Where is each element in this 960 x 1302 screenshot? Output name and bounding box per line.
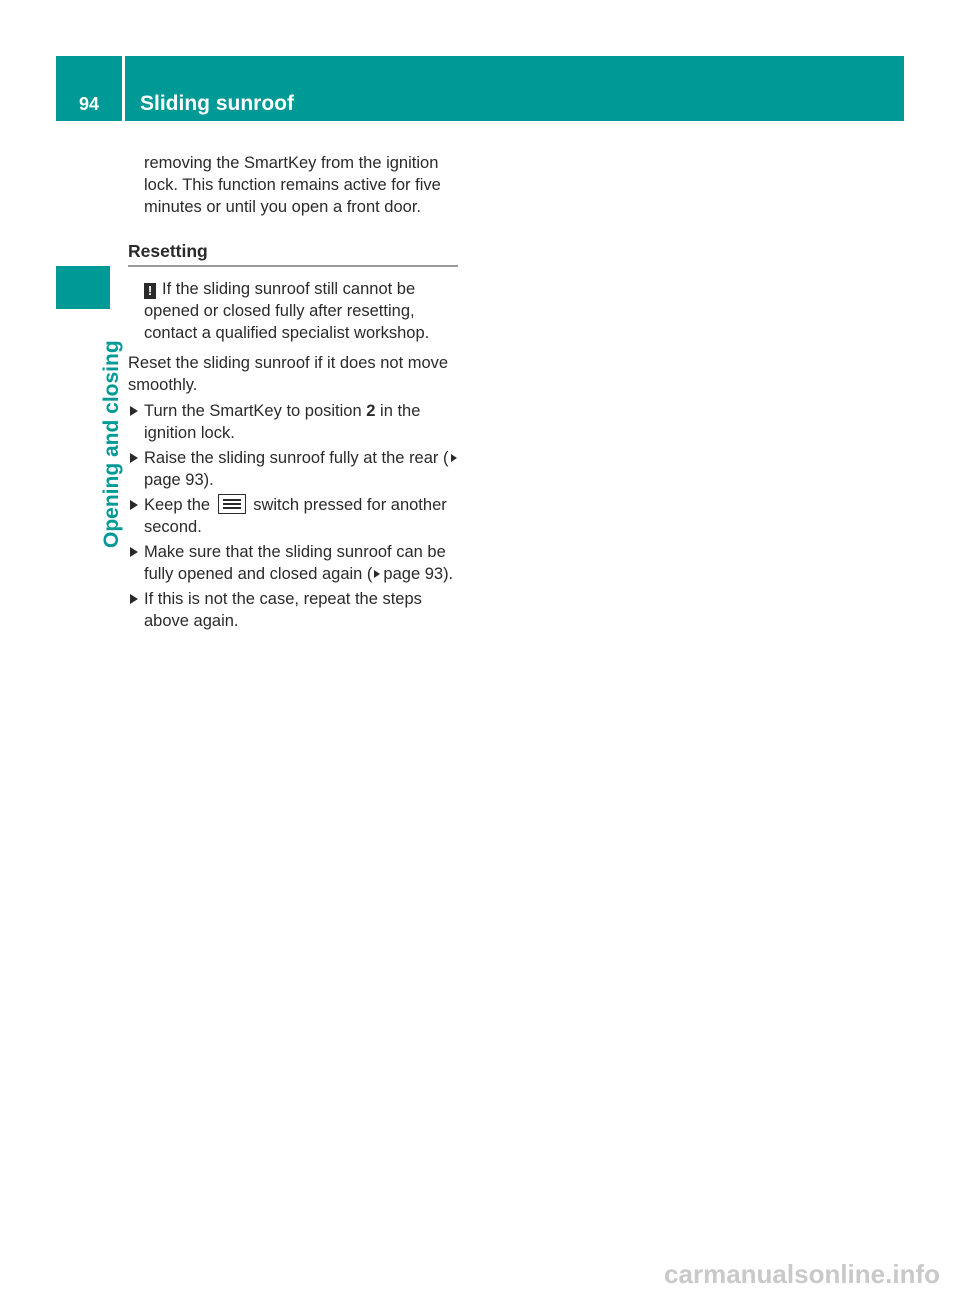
step-item [128,541,464,585]
step-arrow-icon [130,594,138,604]
sunroof-switch-icon [218,494,246,514]
warning-icon: ! [144,283,156,299]
page-number-box [56,56,125,121]
page-number: 94 [78,94,100,114]
page-reference: page 93). [144,471,214,489]
step-arrow-icon [130,453,138,463]
intro-paragraph: removing the SmartKey from the ignition lock. This function remains active for five minutes or until you open a front door. [144,154,441,216]
resetting-paragraph: Reset the sliding sunroof if it does not move smoothly. [128,354,449,394]
resetting-heading: Resetting [128,240,458,267]
chapter-label: Opening and closing [100,340,123,548]
page-reference: page 93). [383,565,454,583]
page-reference-icon [451,454,457,462]
page-header [56,56,904,121]
step-item [128,494,464,538]
step-text: in the ignition lock. [144,402,421,442]
section-title: Sliding sunroof [140,92,294,115]
step-text: Keep the [144,496,215,514]
step-text: switch pressed for another second. [144,496,447,536]
warning-note [128,278,464,344]
page-reference-icon [374,570,380,578]
step-text: Turn the SmartKey to position [144,402,367,420]
step-item [128,400,464,444]
step-text: Make sure that the sliding sunroof can be fully opened and closed again ( [144,543,446,583]
warning-text: If the sliding sunroof still cannot be opened or closed fully after resetting, contact a qualified specialist workshop. [144,280,430,342]
chapter-tab-marker [56,266,110,309]
step-arrow-icon [130,406,138,416]
step-text: If this is not the case, repeat the steps above again. [144,590,422,630]
steps-list [128,400,464,632]
step-bold-value: 2 [366,402,376,420]
step-arrow-icon [130,500,138,510]
step-item [128,447,464,491]
step-arrow-icon [130,547,138,557]
step-item [128,588,464,632]
main-content [128,152,464,632]
watermark: carmanualsonline.info [664,1259,940,1289]
step-text: Raise the sliding sunroof fully at the rear ( [144,449,449,467]
